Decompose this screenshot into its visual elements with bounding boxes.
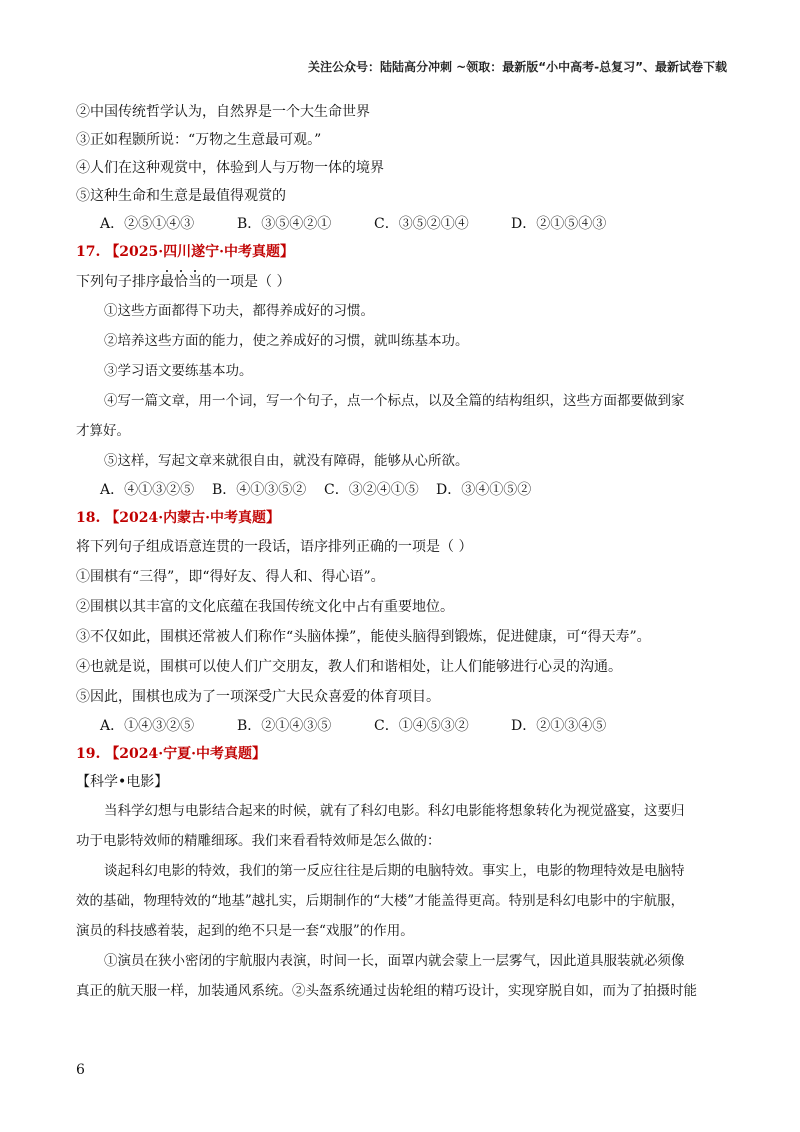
q17-stem-pre: 下列句子排序: [76, 274, 160, 290]
q16-item: ④人们在这种观赏中，体验到人与万物一体的境界: [76, 160, 384, 176]
q16-options: [76, 210, 726, 238]
q19-paragraph-cont: 演员的科技感着装，起到的绝不只是一套“戏服”的作用。: [76, 923, 414, 939]
q16-option-c[interactable]: C．③⑤②①④: [374, 216, 469, 232]
q16-item: ③正如程颢所说：“万物之生意最可观。”: [76, 132, 322, 148]
q17-stem: [76, 268, 726, 296]
q17-item: ③学习语文要练基本功。: [104, 363, 253, 379]
q18-option-a[interactable]: A．①④③②⑤: [100, 718, 195, 734]
q18-item: ⑤因此，围棋也成为了一项深受广大民众喜爱的体育项目。: [76, 689, 440, 705]
q18-item: ③不仅如此，围棋还常被人们称作“头脑体操”，能使头脑得到锻炼，促进健康，可“得天寿”。: [76, 629, 651, 645]
q19-paragraph: 谈起科幻电影的特效，我们的第一反应往往是后期的电脑特效。事实上，电影的物理特效是电脑特: [104, 863, 685, 879]
q19-paragraph-cont: 真正的航天服一样，加装通风系统。②头盔系统通过齿轮组的精巧设计，实现穿脱自如，而为了拍摄时能: [76, 983, 697, 999]
q17-item-cont: 才算好。: [76, 423, 130, 439]
q17-options: [76, 476, 726, 504]
q17-item: ②培养这些方面的能力，使之养成好的习惯，就叫练基本功。: [104, 333, 469, 349]
q16-item: ⑤这种生命和生意是最值得观赏的: [76, 188, 286, 204]
q19-number: 19.: [76, 746, 101, 762]
page-content: [76, 98, 726, 1006]
q17-stem-post: 的一项是（ ）: [202, 274, 291, 290]
q16-option-a[interactable]: A．②⑤①④③: [100, 216, 195, 232]
q18-option-b[interactable]: B．②①④③⑤: [237, 718, 332, 734]
emphasis-char: 当: [188, 274, 202, 290]
q18-item: ①围棋有“三得”，即“得好友、得人和、得心语”。: [76, 569, 385, 585]
q19-paragraph-cont: 效的基础，物理特效的“地基”越扎实，后期制作的“大楼”才能盖得更高。特别是科幻电影中的宇航服，: [76, 893, 685, 909]
q17-option-c[interactable]: C．③②④①⑤: [324, 482, 419, 498]
q17-item: ⑤这样，写起文章来就很自由，就没有障碍，能够从心所欲。: [104, 453, 469, 469]
q17-title: [76, 238, 726, 266]
q16-option-b[interactable]: B．③⑤④②①: [237, 216, 332, 232]
q17-option-d[interactable]: D．③④①⑤②: [436, 482, 532, 498]
q17-item: ④写一篇文章，用一个词，写一个句子，点一个标点，以及全篇的结构组织，这些方面都要做到家: [104, 393, 685, 409]
q17-stem-dotted: [160, 274, 202, 290]
q18-number: 18.: [76, 510, 101, 526]
q18-item: ②围棋以其丰富的文化底蕴在我国传统文化中占有重要地位。: [76, 599, 454, 615]
q19-paragraph: ①演员在狭小密闭的宇航服内表演，时间一长，面罩内就会蒙上一层雾气，因此道具服装就必须像: [104, 953, 685, 969]
page-header: 关注公众号：陆陆高分冲刺 ~领取：最新版“小中高考-总复习”、最新试卷下载: [308, 60, 727, 74]
q16-option-d[interactable]: D．②①⑤④③: [511, 216, 607, 232]
q17-option-b[interactable]: B．④①③⑤②: [212, 482, 307, 498]
q18-options: [76, 712, 726, 740]
emphasis-char: 最: [160, 274, 174, 290]
emphasis-char: 恰: [174, 274, 188, 290]
q18-stem: 将下列句子组成语意连贯的一段话，语序排列正确的一项是（ ）: [76, 539, 473, 555]
q18-option-c[interactable]: C．①④⑤③②: [374, 718, 469, 734]
q19-title: [76, 740, 726, 768]
q17-number: 17.: [76, 244, 101, 260]
q18-item: ④也就是说，围棋可以使人们广交朋友，教人们和谐相处，让人们能够进行心灵的沟通。: [76, 659, 622, 675]
q18-title: [76, 504, 726, 532]
q19-paragraph-cont: 功于电影特效师的精雕细琢。我们来看看特效师是怎么做的：: [76, 833, 441, 849]
q19-paragraph: 当科学幻想与电影结合起来的时候，就有了科幻电影。科幻电影能将想象转化为视觉盛宴，这要归: [104, 803, 685, 819]
q17-option-a[interactable]: A．④①③②⑤: [100, 482, 195, 498]
q18-source: 【2024·内蒙古·中考真题】: [105, 510, 280, 526]
q19-section: 【科学•电影】: [76, 774, 169, 790]
q17-source: 【2025·四川遂宁·中考真题】: [105, 244, 294, 260]
q17-item: ①这些方面都得下功夫，都得养成好的习惯。: [104, 303, 374, 319]
q19-source: 【2024·宁夏·中考真题】: [105, 746, 266, 762]
q16-item: ②中国传统哲学认为，自然界是一个大生命世界: [76, 104, 370, 120]
page-number: 6: [76, 1062, 85, 1078]
q18-option-d[interactable]: D．②①③④⑤: [511, 718, 607, 734]
